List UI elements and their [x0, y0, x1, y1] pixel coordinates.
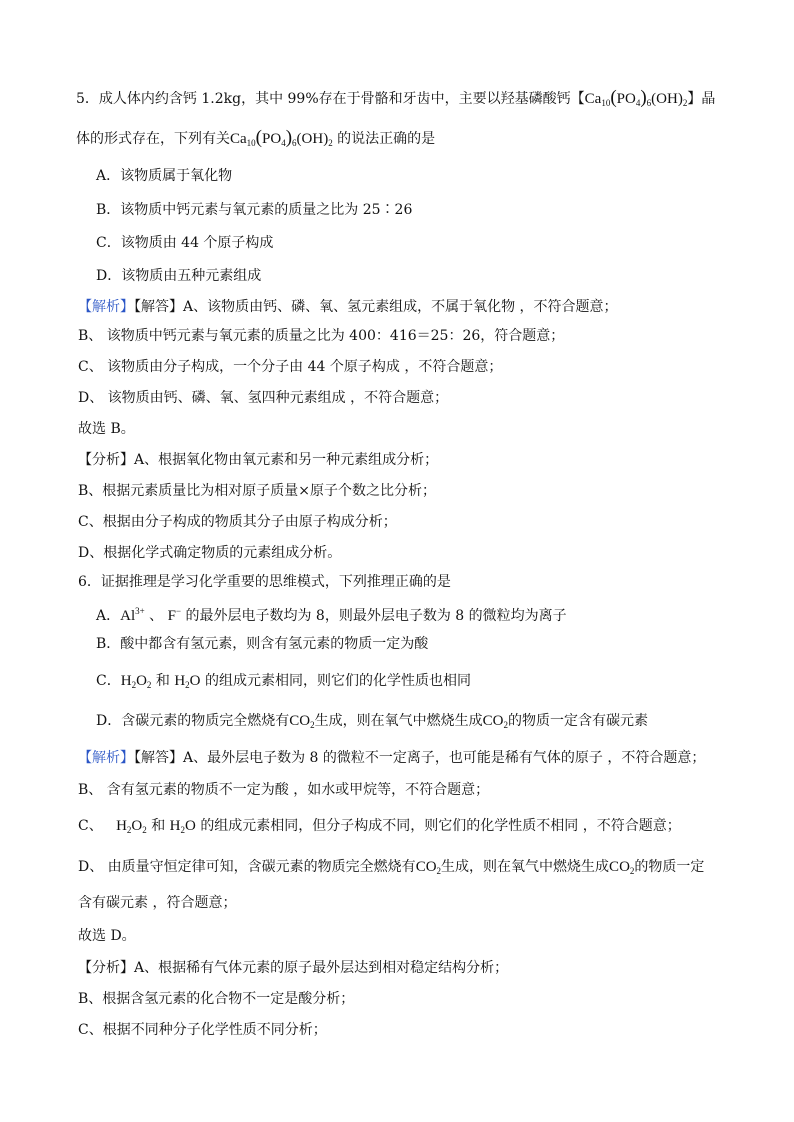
- q6-option-d[interactable]: D．含碳元素的物质完全燃烧有$CO_2$生成，则在氧气中燃烧生成$CO_2$的物质一定含有碳元素: [96, 713, 648, 730]
- q6-solution-first: 【解析】【解答】A、最外层电子数为 8 的微粒不一定离子，也可能是稀有气体的原子 ，不符合题意；: [78, 750, 706, 766]
- q5-solution-b: B、 该物质中钙元素与氧元素的质量之比为 400：416＝25：26，符合题意；: [78, 328, 565, 344]
- q5-solution-first: 【解析】【解答】A、该物质由钙、磷、氧、氢元素组成，不属于氧化物 ，不符合题意；: [78, 299, 618, 315]
- formula-hydroxyapatite-2: $Ca_{10}(PO_4)_6(OH)_2$: [230, 127, 333, 148]
- jiexi-tag: 【解析】: [78, 299, 134, 315]
- jieda-tag: 【解答】: [134, 299, 183, 315]
- ion-al: $Al^{3+}$: [120, 606, 145, 624]
- q6-option-b[interactable]: B．酸中都含有氢元素，则含有氢元素的物质一定为酸: [96, 636, 429, 652]
- q6-option-c[interactable]: C．$H_2O_2$ 和 $H_2O$ 的组成元素相同，则它们的化学性质也相同: [96, 673, 471, 690]
- q6-solution-c: C、 $H_2O_2$ 和 $H_2O$ 的组成元素相同，但分子构成不同，则它们的化学性质不相同 ，不符合题意；: [78, 818, 681, 835]
- q6-analysis-a: 【分析】A、根据稀有气体元素的原子最外层达到相对稳定结构分析；: [78, 960, 509, 976]
- q5-solution-d: D、 该物质由钙、磷、氧、氢四种元素组成 ，不符合题意；: [78, 390, 449, 406]
- formula-hydroxyapatite: $Ca_{10}(PO_4)_6(OH)_2$: [584, 87, 688, 108]
- q5-analysis-c: C、根据由分子构成的物质其分子由原子构成分析；: [78, 514, 397, 530]
- jiexi-tag-2: 【解析】: [78, 750, 134, 766]
- formula-h2o2-ans: $H_2O_2$: [116, 818, 147, 835]
- q5-option-a[interactable]: A．该物质属于氧化物: [96, 168, 233, 184]
- fenxi-tag-2: 【分析】: [78, 960, 134, 976]
- formula-co2-2: $CO_2$: [482, 713, 508, 730]
- q6-solution-b: B、 含有氢元素的物质不一定为酸 ，如水或甲烷等，不符合题意；: [78, 782, 490, 798]
- q5-analysis-a: 【分析】A、根据氧化物由氧元素和另一种元素组成分析；: [78, 452, 439, 468]
- q5-choose: 故选 B。: [78, 421, 135, 437]
- q6-solution-d-cont: 含有碳元素 ，符合题意；: [78, 895, 237, 911]
- q6-choose: 故选 D。: [78, 928, 136, 944]
- q5-stem-line1: 5．成人体内约含钙 1.2kg，其中 99%存在于骨骼和牙齿中，主要以羟基磷酸钙【$Ca_{10}(PO_4)_6(OH)_2$】晶: [76, 87, 716, 108]
- q6-solution-d: D、 由质量守恒定律可知，含碳元素的物质完全燃烧有$CO_2$生成，则在氧气中燃烧生成$CO_2$的物质一定: [78, 859, 705, 876]
- q6-stem: 6．证据推理是学习化学重要的思维模式，下列推理正确的是: [78, 574, 451, 590]
- q6-analysis-c: C、根据不同种分子化学性质不同分析；: [78, 1022, 327, 1038]
- formula-h2o2: $H_2O_2$: [120, 673, 152, 690]
- formula-co2-ans-2: $CO_2$: [609, 859, 635, 876]
- q6-analysis-b: B、根据含氢元素的化合物不一定是酸分析；: [78, 991, 355, 1007]
- q5-analysis-b: B、根据元素质量比为相对原子质量×原子个数之比分析；: [78, 483, 437, 499]
- ion-f: F−: [167, 606, 182, 624]
- q5-stem-text: 5．成人体内约含钙 1.2kg，其中 99%存在于骨骼和牙齿中，主要以羟基磷酸钙【: [76, 91, 585, 107]
- formula-h2o-ans: $H_2O$: [169, 818, 196, 835]
- jieda-tag-2: 【解答】: [134, 750, 183, 766]
- q5-analysis-d: D、根据化学式确定物质的元素组成分析。: [78, 545, 342, 561]
- q5-option-d[interactable]: D．该物质由五种元素组成: [96, 268, 262, 284]
- formula-h2o: $H_2O$: [174, 673, 201, 690]
- formula-co2-ans: $CO_2$: [415, 859, 442, 876]
- q5-stem-line2: 体的形式存在，下列有关$Ca_{10}(PO_4)_6(OH)_2$ 的说法正确的是: [76, 127, 436, 148]
- q5-option-b[interactable]: B．该物质中钙元素与氧元素的质量之比为 25∶26: [96, 202, 413, 218]
- formula-co2: $CO_2$: [289, 713, 315, 730]
- q5-option-c[interactable]: C．该物质由 44 个原子构成: [96, 235, 274, 251]
- fenxi-tag: 【分析】: [78, 452, 134, 468]
- q6-option-a[interactable]: A．$Al^{3+}$ 、 F− 的最外层电子数均为 8，则最外层电子数为 8 的微粒均为离子: [96, 606, 567, 624]
- q5-solution-c: C、 该物质由分子构成，一个分子由 44 个原子构成 ，不符合题意；: [78, 359, 503, 375]
